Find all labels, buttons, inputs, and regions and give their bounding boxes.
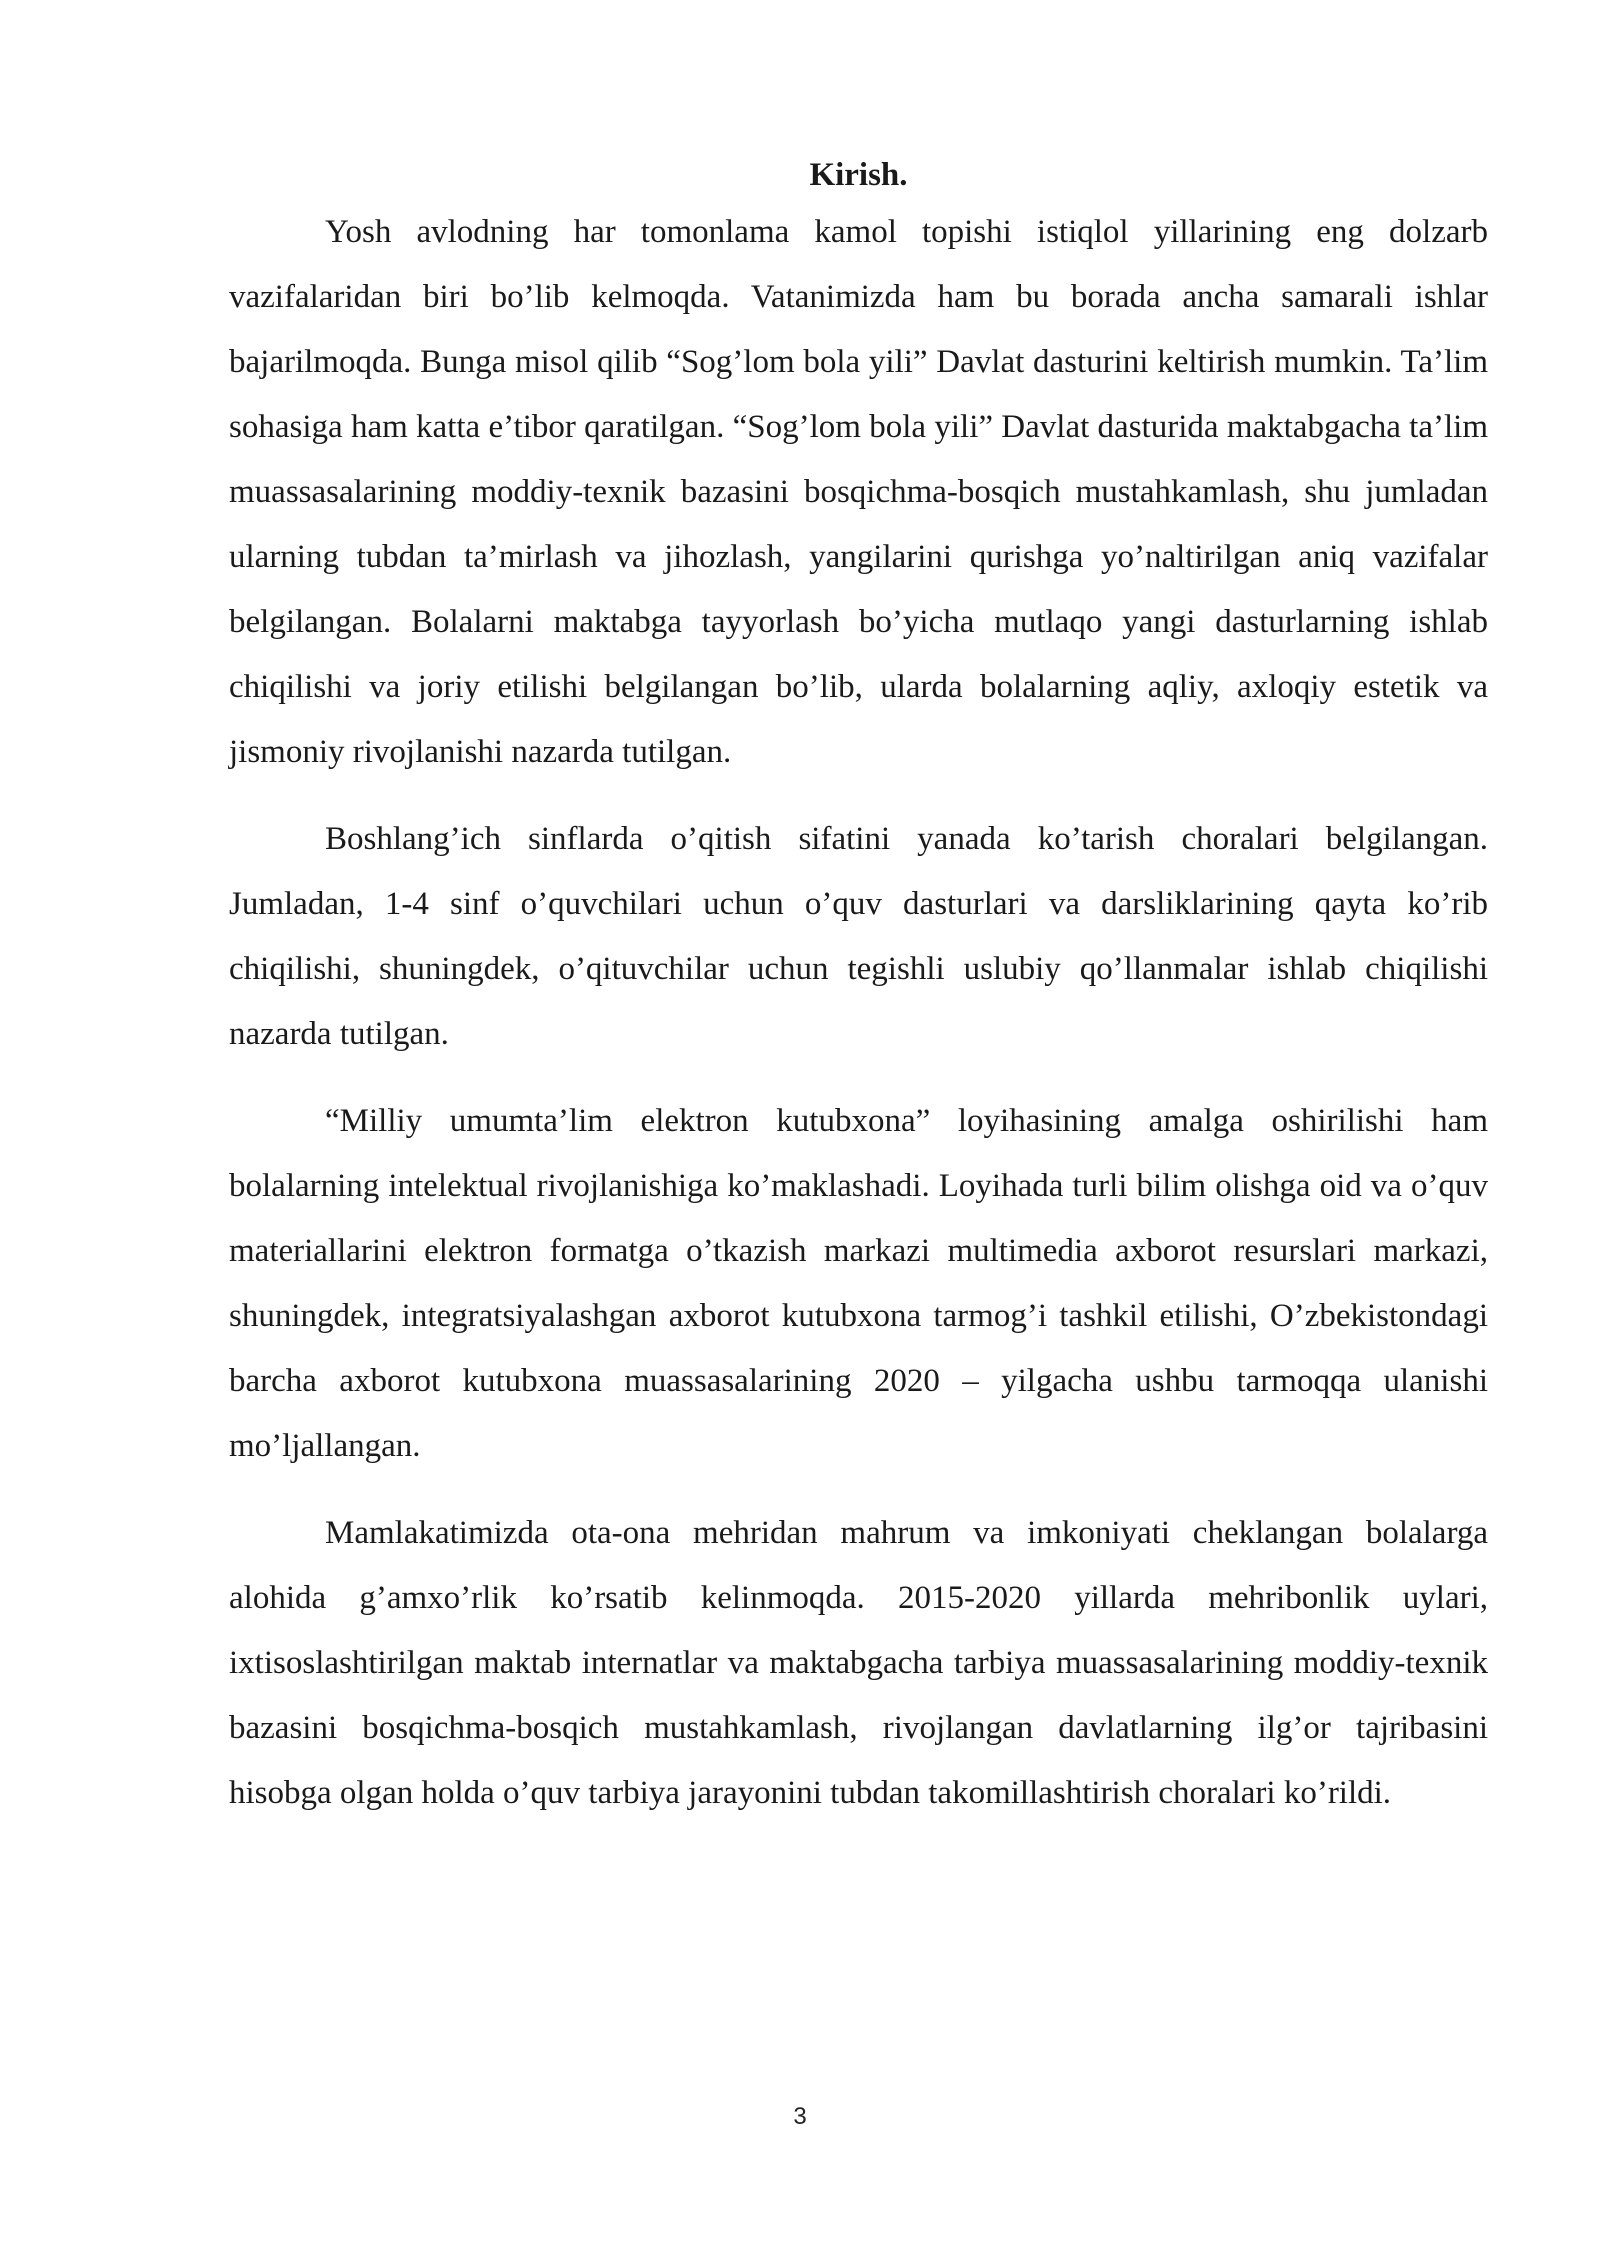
page-number: 3 [793, 2103, 807, 2130]
page-content [229, 150, 1488, 1826]
paragraph-2: Boshlang’ich sinflarda o’qitish sifatini yanada ko’tarish choralari belgilangan. Jumladan, 1-4 sinf o’quvchilari uchun o’quv dasturlari va darsliklarining qayta ko’rib chiqilishi, shuningdek, o’qituvchilar uchun tegishli uslubiy qo’llanmalar ishlab chiqilishi nazarda tutilgan. [229, 821, 1488, 1052]
paragraph-1: Yosh avlodning har tomonlama kamol topishi istiqlol yillarining eng dolzarb vazifalaridan biri bo’lib kelmoqda. Vatanimizda ham bu borada ancha samarali ishlar bajarilmoqda. Bunga misol qilib “Sog’lom bola yili” Davlat dasturini keltirish mumkin. Ta’lim sohasiga ham katta e’tibor qaratilgan. “Sog’lom bola yili” Davlat dasturida maktabgacha ta’lim muassasalarining moddiy-texnik bazasini bosqichma-bosqich mustahkamlash, shu jumladan ularning tubdan ta’mirlash va jihozlash, yangilarini qurishga yo’naltirilgan aniq vazifalar belgilangan. Bolalarni maktabga tayyorlash bo’yicha mutlaqo yangi dasturlarning ishlab chiqilishi va joriy etilishi belgilangan bo’lib, ularda bolalarning aqliy, axloqiy estetik va jismoniy rivojlanishi nazarda tutilgan. [229, 214, 1488, 770]
section-heading: Kirish. [809, 157, 908, 193]
paragraph-4: Mamlakatimizda ota-ona mehridan mahrum va imkoniyati cheklangan bolalarga alohida g’amxo’rlik ko’rsatib kelinmoqda. 2015-2020 yillarda mehribonlik uylari, ixtisoslashtirilgan maktab internatlar va maktabgacha tarbiya muassasalarining moddiy-texnik bazasini bosqichma-bosqich mustahkamlash, rivojlangan davlatlarning ilg’or tajribasini hisobga olgan holda o’quv tarbiya jarayonini tubdan takomillashtirish choralari ko’rildi. [229, 1515, 1488, 1811]
paragraph-3: “Milliy umumta’lim elektron kutubxona” loyihasining amalga oshirilishi ham bolalarning intelektual rivojlanishiga ko’maklashadi. Loyihada turli bilim olishga oid va o’quv materiallarini elektron formatga o’tkazish markazi multimedia axborot resurslari markazi, shuningdek, integratsiyalashgan axborot kutubxona tarmog’i tashkil etilishi, O’zbekistondagi barcha axborot kutubxona muassasalarining 2020 – yilgacha ushbu tarmoqqa ulanishi mo’ljallangan. [229, 1103, 1488, 1464]
